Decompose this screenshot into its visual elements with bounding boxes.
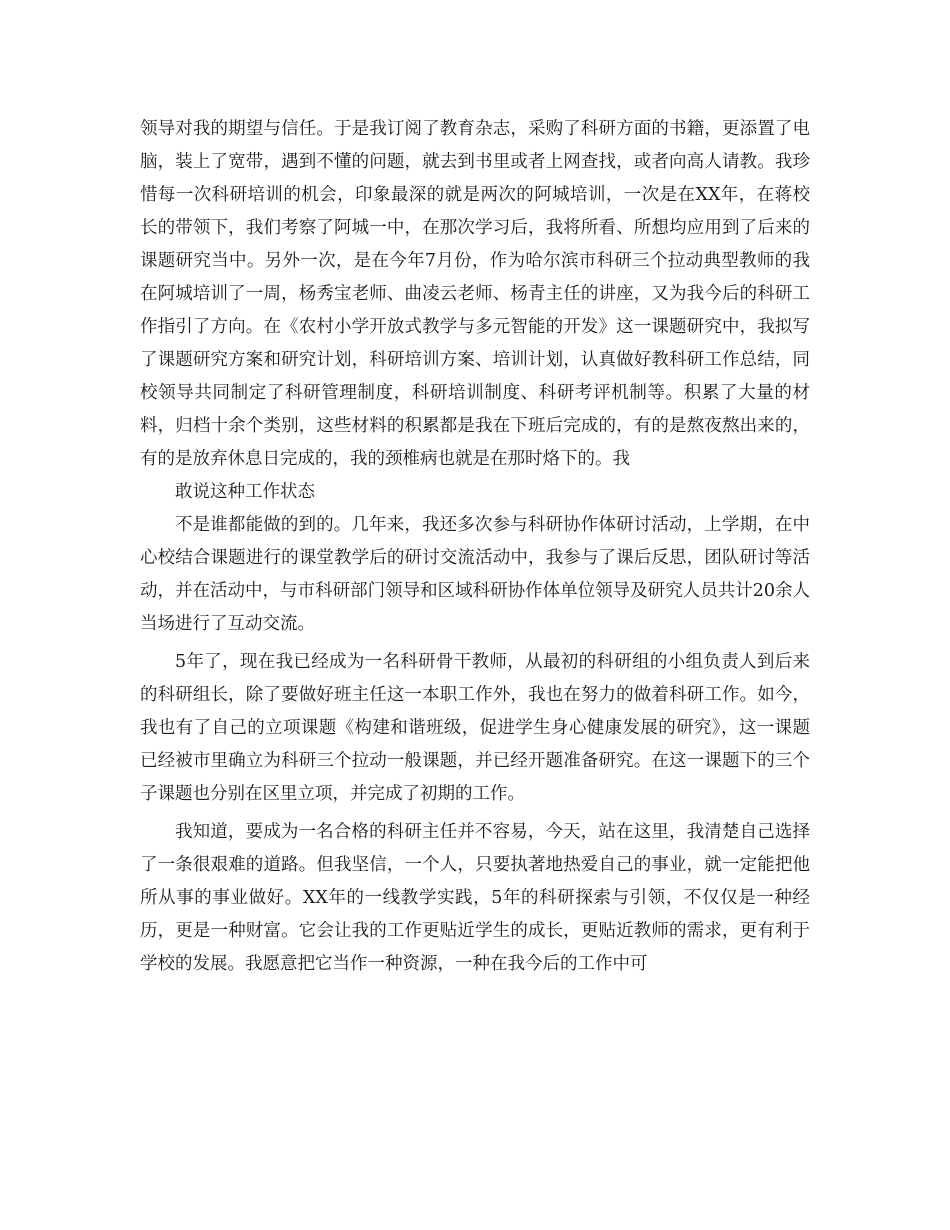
paragraph-fragment: 敢说这种工作状态 bbox=[175, 482, 315, 502]
paragraph-five-years: 5年了，现在我已经成为一名科研骨干教师，从最初的科研组的小组负责人到后来的科研组长，除了要做好班主任这一本职工作外，我也在努力的做着科研工作。如今，我也有了自己的立项课题《构建和谐班级，促进学生身心健康发展的研究》，这一课题已经被市里确立为科研三个拉动一般课题，并已经开题准备研究。在这一课题下的三个子课题也分别在区里立项，并完成了初期的工作。 bbox=[140, 652, 810, 804]
paragraph-conviction: 我知道，要成为一名合格的科研主任并不容易，今天，站在这里，我清楚自己选择了一条很艰难的道路。但我坚信，一个人，只要执著地热爱自己的事业，就一定能把他所从事的事业做好。XX年的一线教学实践，5年的科研探索与引领，不仅仅是一种经历，更是一种财富。它会让我的工作更贴近学生的成长，更贴近教师的需求，更有利于学校的发展。我愿意把它当作一种资源，一种在我今后的工作中可 bbox=[140, 822, 810, 974]
paragraph-continued: 领导对我的期望与信任。于是我订阅了教育杂志，采购了科研方面的书籍，更添置了电脑，装上了宽带，遇到不懂的问题，就去到书里或者上网查找，或者向高人请教。我珍惜每一次科研培训的机会，印象最深的就是两次的阿城培训，一次是在XX年，在蒋校长的带领下，我们考察了阿城一中，在那次学习后，我将所看、所想均应用到了后来的课题研究当中。另外一次，是在今年7月份，作为哈尔滨市科研三个拉动典型教师的我在阿城培训了一周，杨秀宝老师、曲凌云老师、杨青主任的讲座，又为我今后的科研工作指引了方向。在《农村小学开放式教学与多元智能的开发》这一课题研究中，我拟写了课题研究方案和研究计划，科研培训方案、培训计划，认真做好教科研工作总结，同校领导共同制定了科研管理制度，科研培训制度、科研考评机制等。积累了大量的材料，归档十余个类别，这些材料的积累都是我在下班后完成的，有的是熬夜熬出来的，有的是放弃休息日完成的，我的颈椎病也就是在那时烙下的。我 bbox=[140, 119, 810, 469]
document-body bbox=[140, 113, 810, 981]
paragraph-research-collaboration: 不是谁都能做的到的。几年来，我还多次参与科研协作体研讨活动，上学期，在中心校结合课题进行的课堂教学后的研讨交流活动中，我参与了课后反思，团队研讨等活动，并在活动中，与市科研部门领导和区域科研协作体单位领导及研究人员共计20余人当场进行了互动交流。 bbox=[140, 515, 810, 634]
